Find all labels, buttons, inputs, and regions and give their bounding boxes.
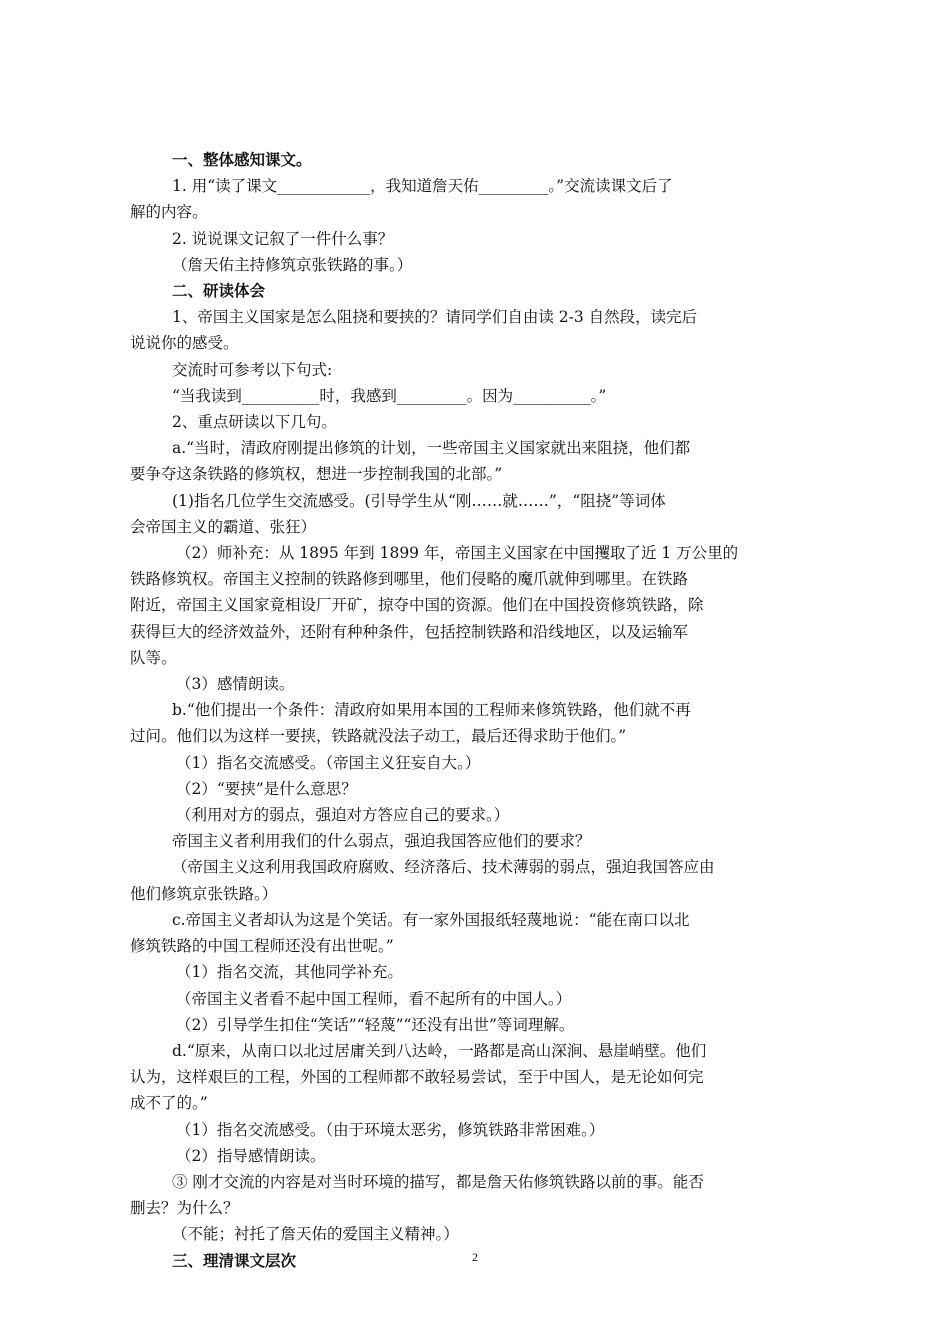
text-line: 会帝国主义的霸道、张狂） [130,517,317,536]
text-line: 铁路修筑权。帝国主义控制的铁路修到哪里，他们侵略的魔爪就伸到哪里。在铁路 [130,570,689,589]
text-line: 他们修筑京张铁路。） [130,884,278,903]
text-line: 要争夺这条铁路的修筑权，想进一步控制我国的北部。” [130,465,503,484]
page-number: 2 [472,1250,478,1264]
text-line: （1）指名交流，其他同学补充。 [176,963,403,982]
text-line: （2）“要挟”是什么意思？ [176,779,357,798]
text-line: 1. 用“读了课文____________，我知道詹天佑_________。”交流读课文后了 [172,177,673,196]
text-line: （詹天佑主持修筑京张铁路的事。） [172,255,413,274]
text-line: (1)指名几位学生交流感受。(引导学生从“刚……就……”，“阻挠”等词体 [172,491,666,510]
document-body [130,147,820,1274]
text-line: （1）指名交流感受。（帝国主义狂妄自大。） [176,753,481,772]
section-heading: 一、整体感知课文。 [172,150,312,169]
text-line: 成不了的。” [130,1094,208,1113]
text-line: （帝国主义这利用我国政府腐败、经济落后、技术薄弱的弱点，强迫我国答应由 [172,858,715,877]
text-line: 认为，这样艰巨的工程，外国的工程师都不敢轻易尝试，至于中国人，是无论如何完 [130,1068,704,1087]
text-line: （不能；衬托了詹天佑的爱国主义精神。） [172,1225,459,1244]
text-line: （帝国主义者看不起中国工程师，看不起所有的中国人。） [176,989,572,1008]
text-line: “当我读到__________时，我感到_________。因为__________。” [172,386,607,405]
text-line: ③ 刚才交流的内容是对当时环境的描写，都是詹天佑修筑铁路以前的事。能否 [172,1172,704,1191]
text-line: 过问。他们以为这样一要挟，铁路就没法子动工，最后还得求助于他们。” [130,727,627,746]
text-line: 说说你的感受。 [130,334,239,353]
text-line: a.“当时，清政府刚提出修筑的计划，一些帝国主义国家就出来阻挠，他们都 [172,439,691,458]
text-line: d.“原来，从南口以北过居庸关到八达岭，一路都是高山深涧、悬崖峭壁。他们 [172,1041,707,1060]
text-line: 获得巨大的经济效益外，还附有种种条件，包括控制铁路和沿线地区，以及运输军 [130,622,689,641]
text-line: 2、重点研读以下几句。 [172,413,337,432]
text-line: 附近，帝国主义国家竟相设厂开矿，掠夺中国的资源。他们在中国投资修筑铁路，除 [130,596,704,615]
text-line: （2）引导学生扣住“笑话”“轻蔑”“还没有出世”等词理解。 [176,1015,575,1034]
text-line: c.帝国主义者却认为这是个笑话。有一家外国报纸轻蔑地说：“能在南口以北 [172,910,690,929]
text-line: （2）指导感情朗读。 [176,1146,326,1165]
text-line: 帝国主义者利用我们的什么弱点，强迫我国答应他们的要求？ [172,832,591,851]
text-line: （2）师补充：从 1895 年到 1899 年，帝国主义国家在中国攫取了近 1 万公里的 [176,544,739,563]
section-heading: 二、研读体会 [172,281,266,301]
text-line: b.“他们提出一个条件：清政府如果用本国的工程师来修筑铁路，他们就不再 [172,701,691,720]
text-line: 2. 说说课文记叙了一件什么事？ [172,229,394,248]
text-line: （3）感情朗读。 [176,675,295,694]
text-line: 1、帝国主义国家是怎么阻挠和要挟的？请同学们自由读 2-3 自然段，读完后 [172,308,698,327]
text-line: 删去？为什么？ [130,1199,239,1218]
text-line: 修筑铁路的中国工程师还没有出世呢。” [130,937,394,956]
text-line: （1）指名交流感受。（由于环境太恶劣，修筑铁路非常困难。） [176,1120,605,1139]
text-line: 交流时可参考以下句式: [172,360,333,379]
text-line: 队等。 [130,648,177,667]
text-line: 解的内容。 [130,203,208,222]
section-heading: 三、理清课文层次 [172,1250,297,1270]
text-line: （利用对方的弱点，强迫对方答应自己的要求。） [176,806,510,825]
